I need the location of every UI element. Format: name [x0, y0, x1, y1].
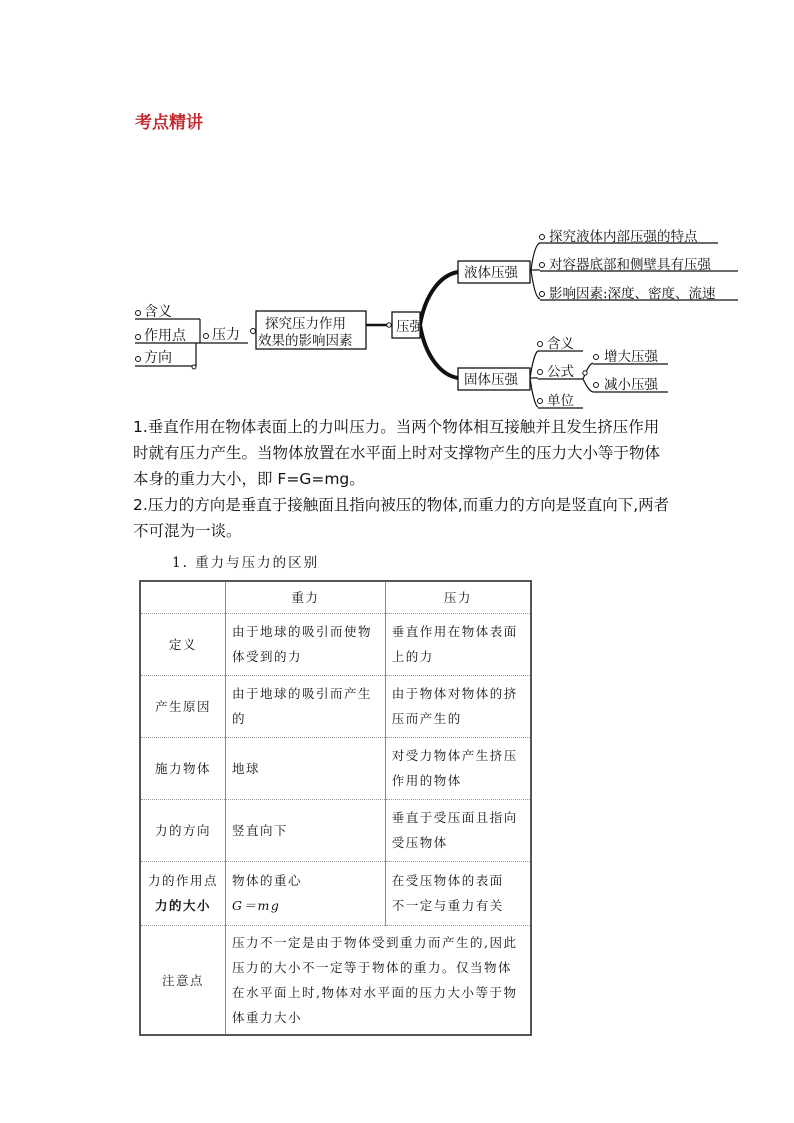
row-label: 定义 [140, 613, 226, 675]
gravity-point: 物体的重心 [232, 873, 303, 888]
left-item-direction: 方向 [144, 350, 172, 366]
pressure-cell: 对受力物体产生挤压作用的物体 [385, 737, 531, 799]
explore-box-line1: 探究压力作用 [265, 316, 346, 332]
liquid-item-2: 对容器底部和侧壁具有压强 [549, 257, 711, 273]
row-label: 产生原因 [140, 675, 226, 737]
header-gravity: 重力 [226, 581, 386, 613]
increase-pressure: 增大压强 [604, 349, 658, 365]
decrease-pressure: 减小压强 [604, 377, 658, 393]
gravity-size: G＝mg [232, 898, 281, 913]
table-header-row [140, 581, 531, 613]
row-label: 注意点 [140, 925, 226, 1035]
gravity-cell: 由于地球的吸引而产生的 [226, 675, 386, 737]
pressure-size: 不一定与重力有关 [391, 898, 504, 913]
gravity-cell: 竖直向下 [226, 799, 386, 861]
row-label: 施力物体 [140, 737, 226, 799]
left-item-definition: 含义 [144, 304, 172, 320]
gravity-cell: 地球 [226, 737, 386, 799]
table-caption: 1. 重力与压力的区别 [172, 555, 320, 571]
header-empty [140, 581, 226, 613]
note-cell: 压力不一定是由于物体受到重力而产生的,因此压力的大小不一定等于物体的重力。仅当物体在水平面上时,物体对水平面的压力大小等于物体重力大小 [226, 925, 532, 1035]
pressure-force-node: 压力 [212, 327, 240, 343]
point-label: 力的作用点 [147, 873, 218, 888]
pressure-cell: 垂直于受压面且指向受压物体 [385, 799, 531, 861]
table-row [140, 925, 531, 1035]
pressure-cell: 由于物体对物体的挤压而产生的 [385, 675, 531, 737]
concept-mindmap [0, 0, 794, 420]
solid-item-unit: 单位 [547, 393, 574, 409]
pressure-point: 在受压物体的表面 [391, 873, 504, 888]
table-row [140, 613, 531, 675]
solid-item-formula: 公式 [547, 364, 574, 380]
paragraph-2: 2.压力的方向是垂直于接触面且指向被压的物体,而重力的方向是竖直向下,两者不可混为一谈。 [133, 496, 670, 540]
solid-item-definition: 含义 [547, 336, 574, 352]
header-pressure: 压力 [385, 581, 531, 613]
gravity-cell: 由于地球的吸引而使物体受到的力 [226, 613, 386, 675]
explore-box-line2: 效果的影响因素 [258, 333, 353, 349]
table-row [140, 861, 531, 925]
pressure-cell [385, 861, 531, 925]
pressure-cell: 垂直作用在物体表面上的力 [385, 613, 531, 675]
table-row [140, 675, 531, 737]
pressure-center-node: 压强 [396, 319, 423, 335]
section-heading: 考点精讲 [135, 113, 203, 133]
table-row [140, 737, 531, 799]
table-row [140, 799, 531, 861]
left-item-action-point: 作用点 [144, 328, 186, 344]
liquid-item-1: 探究液体内部压强的特点 [549, 229, 698, 245]
row-label: 力的方向 [140, 799, 226, 861]
size-label: 力的大小 [154, 898, 211, 913]
liquid-pressure-node: 液体压强 [464, 265, 518, 281]
row-label-combined [140, 861, 226, 925]
solid-pressure-node: 固体压强 [464, 372, 518, 388]
gravity-cell [226, 861, 386, 925]
liquid-item-3: 影响因素:深度、密度、流速 [549, 286, 716, 302]
paragraph-1: 1.垂直作用在物体表面上的力叫压力。当两个物体相互接触并且发生挤压作用时就有压力产生。当物体放置在水平面上时对支撑物产生的压力大小等于物体本身的重力大小，即 F=G=mg。 [133, 418, 661, 488]
comparison-table [139, 580, 532, 1036]
